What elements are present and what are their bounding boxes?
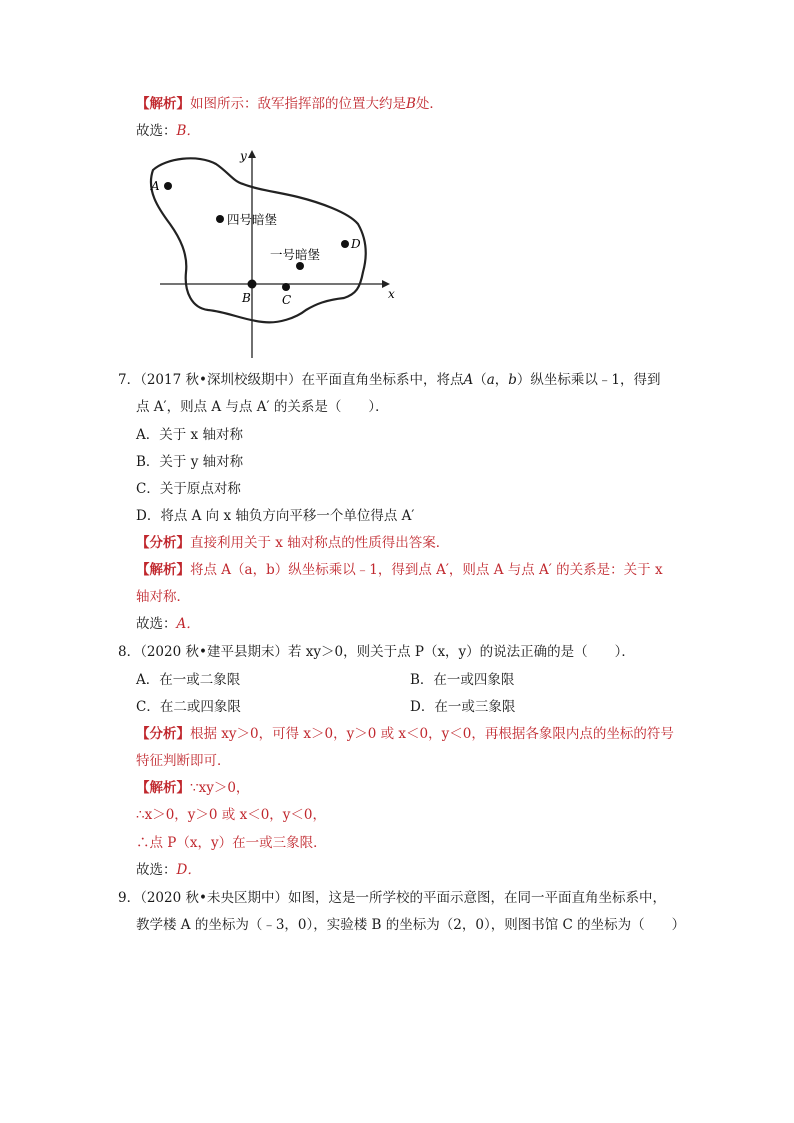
point-c	[282, 283, 290, 291]
jiexi-text: 如图所示：敌军指挥部的位置大约是	[190, 96, 406, 112]
jiexi-text: 将点 A（a，b）纵坐标乘以﹣1，得到点 A′，则点 A 与点 A′ 的关系是：关于 x	[190, 562, 663, 578]
q7-jiexi-line2: 轴对称．	[136, 589, 190, 605]
q8-fenxi-line2: 特征判断即可．	[136, 753, 231, 769]
point-bunker1	[296, 262, 304, 270]
q7-a: a	[486, 372, 495, 388]
bunker4-label: 四号暗堡	[227, 212, 278, 227]
q8-jiexi-line3: ∴点 P（x，y）在一或三象限．	[136, 835, 327, 851]
bunker1-label: 一号暗堡	[270, 247, 321, 262]
answer-value: D．	[176, 862, 201, 878]
q6-jiexi	[136, 95, 443, 113]
q7-option-b: B．关于 y 轴对称	[136, 454, 244, 470]
q7-stem-line2: 点 A′，则点 A 与点 A′ 的关系是（ ）．	[136, 399, 389, 415]
point-c-label: C	[282, 293, 292, 307]
q8-fenxi-line1	[136, 725, 674, 743]
y-axis-label: y	[240, 149, 247, 163]
q8-option-b: B．在一或四象限	[410, 672, 515, 688]
answer-prefix: 故选：	[136, 616, 177, 632]
q7-option-a: A．关于 x 轴对称	[136, 427, 243, 443]
point-d-label: D	[351, 237, 361, 251]
point-bunker4	[216, 215, 224, 223]
x-axis-label: x	[388, 287, 395, 301]
q7-paren: （	[473, 372, 487, 388]
q7-b: b	[508, 372, 517, 388]
point-a	[164, 182, 172, 190]
boundary-outline	[151, 158, 366, 322]
point-b-label: B	[242, 291, 251, 305]
q8-answer	[136, 861, 201, 879]
q7-var-a: A	[463, 372, 474, 388]
q7-option-c: C．关于原点对称	[136, 481, 241, 497]
q7-stem-pre: 7．（2017 秋•深圳校级期中）在平面直角坐标系中，将点	[118, 372, 464, 388]
q7-option-d: D．将点 A 向 x 轴负方向平移一个单位得点 A′	[136, 508, 415, 524]
answer-prefix: 故选：	[136, 862, 177, 878]
jiexi-tag: 【解析】	[136, 562, 190, 578]
point-a-label: A	[151, 179, 160, 193]
q7-stem-post: ）纵坐标乘以﹣1，得到	[516, 372, 661, 388]
q8-stem: 8．（2020 秋•建平县期末）若 xy＞0，则关于点 P（x，y）的说法正确的是（ ）．	[118, 644, 635, 660]
q7-fenxi	[136, 534, 449, 552]
answer-value: A．	[176, 616, 200, 632]
q8-jiexi-line2: ∴x＞0，y＞0 或 x＜0，y＜0，	[136, 807, 327, 823]
jiexi-text: ∵xy＞0，	[190, 780, 250, 796]
q7-stem-line1	[118, 371, 661, 389]
q8-option-c: C．在二或四象限	[136, 699, 241, 715]
point-b	[248, 280, 257, 289]
q8-jiexi-line1	[136, 779, 249, 797]
jiexi-tag: 【解析】	[136, 780, 190, 796]
q7-answer	[136, 615, 200, 633]
q6-answer	[136, 122, 200, 140]
jiexi-tag: 【解析】	[136, 96, 190, 112]
q9-stem-line1: 9．（2020 秋•未央区期中）如图，这是一所学校的平面示意图，在同一平面直角坐标系中，	[118, 890, 666, 906]
answer-value: B．	[176, 123, 200, 139]
y-axis-arrow	[248, 150, 256, 158]
jiexi-end: 处．	[415, 96, 443, 112]
fenxi-text: 根据 xy＞0，可得 x＞0，y＞0 或 x＜0，y＜0，再根据各象限内点的坐标的符号	[190, 726, 674, 742]
point-d	[341, 240, 349, 248]
fenxi-tag: 【分析】	[136, 726, 190, 742]
q8-option-d: D．在一或三象限	[410, 699, 516, 715]
fenxi-text: 直接利用关于 x 轴对称点的性质得出答案．	[190, 535, 450, 551]
coordinate-figure	[148, 142, 398, 360]
fenxi-tag: 【分析】	[136, 535, 190, 551]
answer-prefix: 故选：	[136, 123, 177, 139]
q9-stem-line2: 教学楼 A 的坐标为（﹣3，0），实验楼 B 的坐标为（2，0），则图书馆 C 的坐标为（ ）	[136, 917, 686, 933]
q7-jiexi-line1	[136, 561, 663, 579]
q8-option-a: A．在一或二象限	[136, 672, 241, 688]
q7-comma: ，	[494, 372, 509, 388]
jiexi-var: B	[406, 96, 416, 112]
